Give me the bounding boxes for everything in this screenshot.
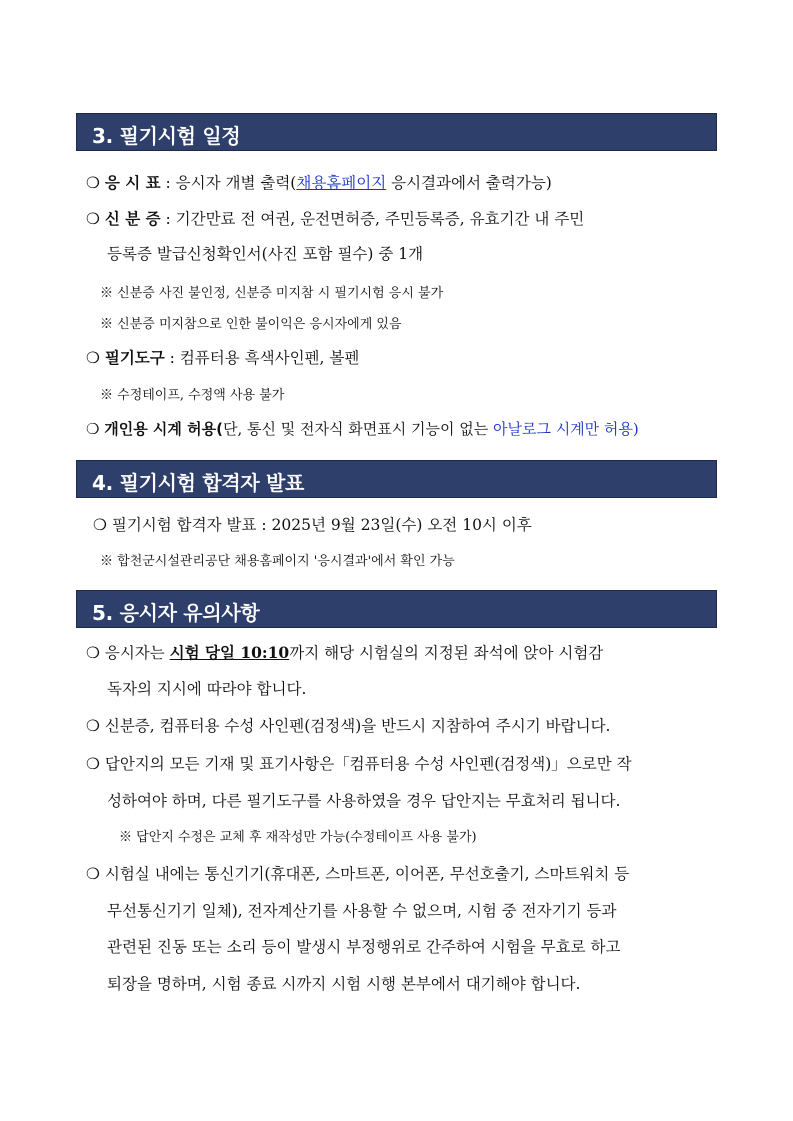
exam-time-emphasis: 시험 당일 10:10 (169, 643, 290, 662)
exam-ticket-rest: 응시결과에서 출력가능) (386, 174, 552, 192)
caution-3-line-2: 성하여야 하며, 다른 필기도구를 사용하였을 경우 답안지는 무효처리 됩니다. (107, 792, 621, 810)
caution-1-text: 응시자는 (104, 644, 170, 662)
id-card-line-2: 등록증 발급신청확인서(사진 포함 필수) 중 1개 (107, 245, 424, 263)
announcement-text: 필기시험 합격자 발표 : 2025년 9월 23일(수) 오전 10시 이후 (111, 516, 532, 534)
writing-tools-text: : 컴퓨터용 흑색사인펜, 볼펜 (164, 349, 360, 367)
watch-analog-only: 아날로그 시계만 허용) (492, 420, 639, 438)
bullet-icon: ❍ (86, 210, 100, 228)
exam-ticket-line (86, 173, 552, 193)
writing-tools-label: 필기도구 (104, 349, 165, 367)
section-4-header (76, 460, 717, 498)
bullet-icon: ❍ (86, 865, 100, 883)
watch-line (86, 419, 639, 439)
watch-label: 개인용 시계 허용( (104, 420, 223, 438)
section-5-header (76, 590, 717, 628)
announcement-line (93, 515, 532, 535)
note-result-check: ※ 합천군시설관리공단 채용홈페이지 '응시결과'에서 확인 가능 (100, 554, 455, 569)
section-5-title: 5. 응시자 유의사항 (92, 601, 260, 625)
caution-2-line (86, 716, 610, 736)
caution-4-text: 시험실 내에는 통신기기(휴대폰, 스마트폰, 이어폰, 무선호출기, 스마트워치 등 (104, 865, 630, 883)
caution-4-line-3: 관련된 진동 또는 소리 등이 발생시 부정행위로 간주하여 시험을 무효로 하고 (107, 938, 621, 956)
watch-text: 단, 통신 및 전자식 화면표시 기능이 없는 (222, 420, 493, 438)
section-4-title: 4. 필기시험 합격자 발표 (92, 471, 305, 495)
caution-4-line (86, 864, 629, 884)
note-answer-sheet: ※ 답안지 수정은 교체 후 재작성만 가능(수정테이프 사용 불가) (119, 830, 477, 845)
caution-1-line (86, 643, 603, 663)
note-id-missing: ※ 신분증 미지참으로 인한 불이익은 응시자에게 있음 (100, 317, 402, 332)
bullet-icon: ❍ (86, 644, 100, 662)
bullet-icon: ❍ (86, 349, 100, 367)
bullet-icon: ❍ (86, 717, 100, 735)
caution-4-line-2: 무선통신기기 일체), 전자계산기를 사용할 수 없으며, 시험 중 전자기기 등과 (107, 902, 617, 920)
bullet-icon: ❍ (86, 755, 100, 773)
caution-1-line-2: 독자의 지시에 따라야 합니다. (107, 680, 307, 698)
caution-1-text-post: 까지 해당 시험실의 지정된 좌석에 앉아 시험감 (289, 644, 604, 662)
bullet-icon: ❍ (86, 174, 100, 192)
section-3-header (76, 113, 717, 151)
caution-2-text: 신분증, 컴퓨터용 수성 사인펜(검정색)을 반드시 지참하여 주시기 바랍니다. (104, 717, 611, 735)
id-card-text: : 기간만료 전 여권, 운전면허증, 주민등록증, 유효기간 내 주민 (160, 210, 585, 228)
bullet-icon: ❍ (93, 516, 107, 534)
caution-3-line (86, 754, 632, 774)
caution-3-text: 답안지의 모든 기재 및 표기사항은「컴퓨터용 수성 사인펜(검정색)」으로만 작 (104, 755, 632, 773)
note-correction: ※ 수정테이프, 수정액 사용 불가 (100, 388, 285, 403)
section-3-title: 3. 필기시험 일정 (92, 124, 241, 148)
bullet-icon: ❍ (86, 420, 100, 438)
id-card-line (86, 209, 584, 229)
exam-ticket-text: : 응시자 개별 출력( (160, 174, 297, 192)
caution-4-line-4: 퇴장을 명하며, 시험 종료 시까지 시험 시행 본부에서 대기해야 합니다. (107, 975, 581, 993)
exam-ticket-label: 응 시 표 (104, 174, 161, 192)
note-id-photo: ※ 신분증 사진 불인정, 신분증 미지참 시 필기시험 응시 불가 (100, 286, 444, 301)
recruit-homepage-link[interactable]: 채용홈페이지 (296, 174, 387, 192)
id-card-label: 신 분 증 (104, 210, 161, 228)
writing-tools-line (86, 348, 359, 368)
